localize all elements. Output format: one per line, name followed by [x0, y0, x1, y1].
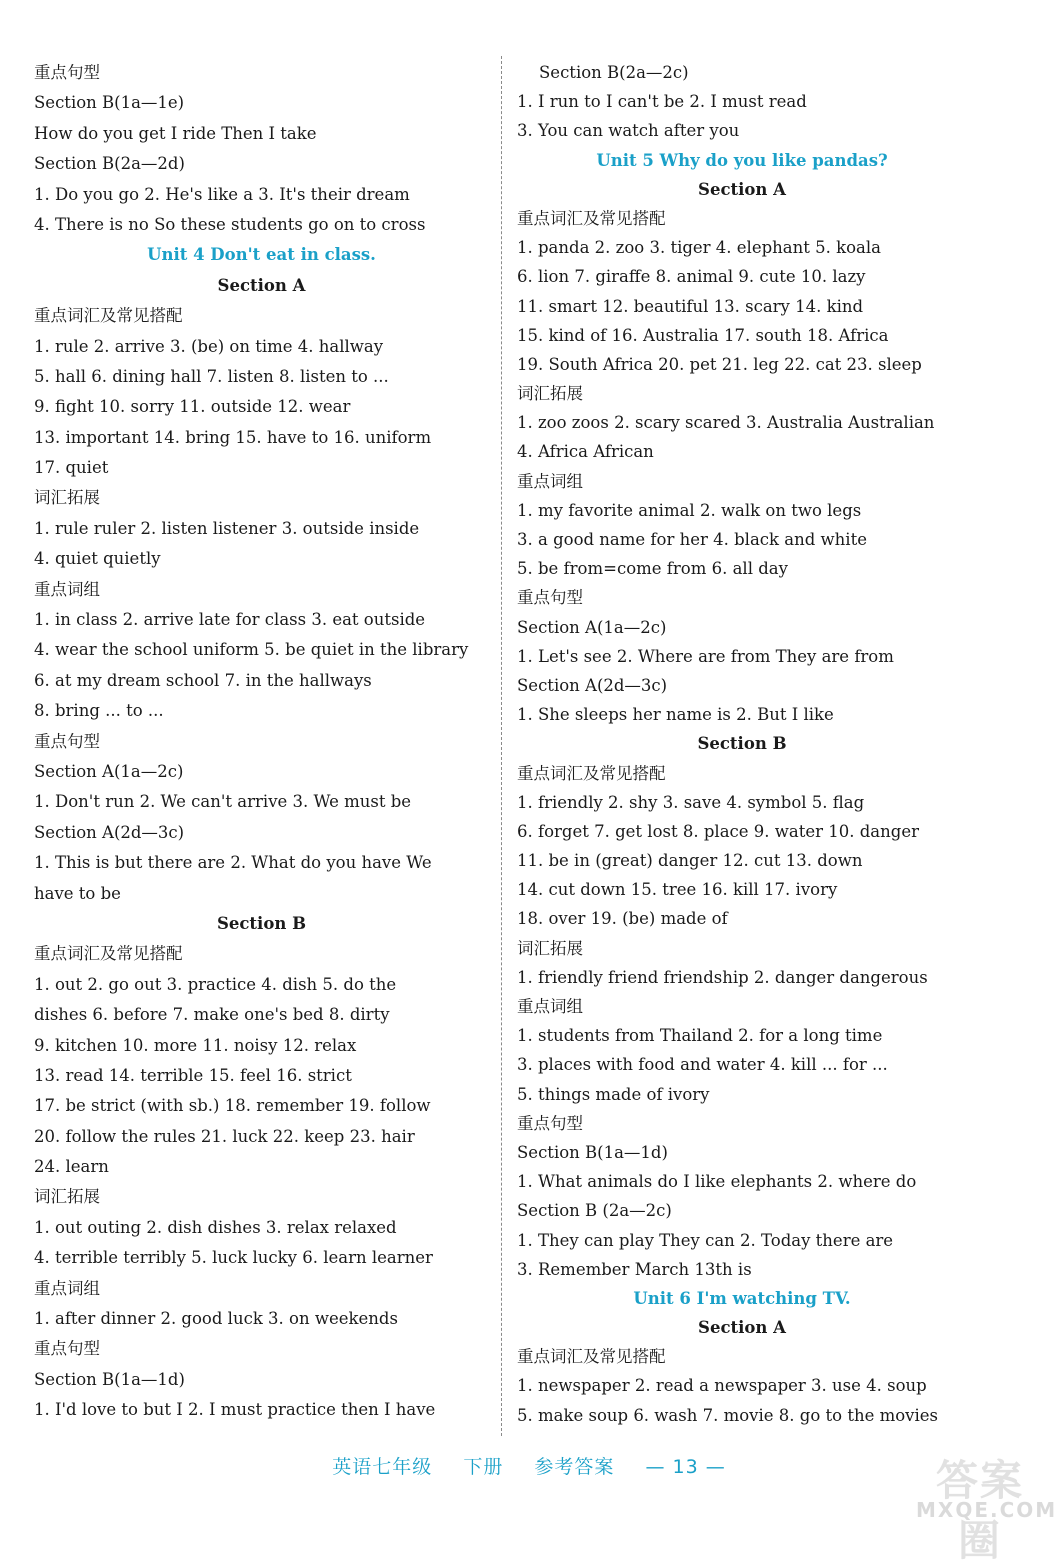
- answer-line: 1. Don't run 2. We can't arrive 3. We must be: [34, 792, 412, 812]
- watermark-logo: [916, 1448, 1058, 1565]
- answer-line: 14. cut down 15. tree 16. kill 17. ivory: [517, 880, 838, 900]
- section-heading: 重点词组: [517, 471, 583, 491]
- answer-line: 6. at my dream school 7. in the hallways: [34, 670, 372, 690]
- answer-line: 1. I'd love to but I 2. I must practice then I have: [34, 1400, 436, 1420]
- answer-line: 1. my favorite animal 2. walk on two legs: [517, 500, 862, 520]
- answer-line: 1. zoo zoos 2. scary scared 3. Australia Australian: [517, 413, 935, 433]
- answer-line: 1. This is but there are 2. What do you have We: [34, 853, 432, 873]
- section-heading: 重点句型: [517, 1113, 583, 1133]
- answer-line: 1. Let's see 2. Where are from They are from: [517, 646, 894, 666]
- left-column: [34, 58, 489, 1426]
- answer-line: 1. panda 2. zoo 3. tiger 4. elephant 5. koala: [517, 238, 881, 258]
- answer-line: 5. things made of ivory: [517, 1084, 710, 1104]
- answer-line: 15. kind of 16. Australia 17. south 18. Africa: [517, 325, 889, 345]
- answer-line: 9. fight 10. sorry 11. outside 12. wear: [34, 397, 351, 417]
- answer-line: 17. quiet: [34, 458, 109, 478]
- answer-line: 6. forget 7. get lost 8. place 9. water 10. danger: [517, 821, 919, 841]
- answer-line: 11. smart 12. beautiful 13. scary 14. kind: [517, 296, 864, 316]
- page-footer: [0, 1452, 1058, 1479]
- answer-line: 20. follow the rules 21. luck 22. keep 23. hair: [34, 1126, 415, 1146]
- answer-line: 4. wear the school uniform 5. be quiet in the library: [34, 640, 469, 660]
- answer-line: Section B(2a—2c): [539, 63, 689, 82]
- answer-line: 1. students from Thailand 2. for a long time: [517, 1026, 883, 1046]
- answer-line: 4. Africa African: [517, 442, 654, 462]
- section-title: Section A: [698, 179, 786, 199]
- answer-line: 13. read 14. terrible 15. feel 16. strict: [34, 1065, 352, 1085]
- answer-line: 9. kitchen 10. more 11. noisy 12. relax: [34, 1035, 357, 1055]
- answer-line: 3. You can watch after you: [517, 121, 740, 141]
- watermark-url: MXQE.COM: [916, 1498, 1058, 1522]
- answer-line: 17. be strict (with sb.) 18. remember 19. follow: [34, 1096, 431, 1116]
- answer-line: 1. out outing 2. dish dishes 3. relax relaxed: [34, 1217, 397, 1237]
- answer-line: 3. places with food and water 4. kill ... for ...: [517, 1055, 888, 1075]
- section-heading: 重点词汇及常见搭配: [34, 306, 183, 326]
- section-heading: 词汇拓展: [517, 938, 583, 958]
- section-title: Section B: [216, 913, 307, 933]
- section-heading: 重点句型: [517, 588, 583, 608]
- answer-line: 1. I run to I can't be 2. I must read: [517, 92, 807, 112]
- answer-line: have to be: [34, 883, 121, 903]
- answer-line: Section A(1a—2c): [34, 761, 184, 781]
- footer-volume: 下册: [463, 1456, 504, 1478]
- page-number: — 13 —: [645, 1456, 726, 1478]
- answer-line: 8. bring ... to ...: [34, 701, 164, 721]
- section-heading: 重点词汇及常见搭配: [517, 1347, 666, 1367]
- answer-line: Section B(1a—1e): [34, 93, 185, 113]
- answer-line: 1. rule ruler 2. listen listener 3. outside inside: [34, 518, 420, 538]
- answer-line: 1. She sleeps her name is 2. But I like: [517, 705, 834, 725]
- section-title: Section A: [698, 1318, 786, 1338]
- answer-line: 1. They can play They can 2. Today there are: [517, 1230, 894, 1250]
- answer-line: 5. be from=come from 6. all day: [517, 559, 788, 579]
- answer-line: 19. South Africa 20. pet 21. leg 22. cat 23. sleep: [517, 354, 922, 374]
- right-column: [517, 58, 967, 1430]
- column-divider: [501, 56, 502, 1436]
- section-heading: 词汇拓展: [34, 488, 100, 508]
- answer-line: 11. be in (great) danger 12. cut 13. down: [517, 851, 863, 871]
- answer-line: dishes 6. before 7. make one's bed 8. dirty: [34, 1005, 390, 1025]
- answer-line: 18. over 19. (be) made of: [517, 909, 728, 929]
- answer-line: Section B (2a—2c): [517, 1201, 672, 1221]
- footer-subject: 英语七年级: [332, 1456, 433, 1478]
- answer-line: 4. terrible terribly 5. luck lucky 6. learn learner: [34, 1248, 433, 1268]
- answer-line: Section A(2d—3c): [517, 675, 668, 695]
- unit-title: Unit 4 Don't eat in class.: [147, 245, 376, 265]
- section-heading: 词汇拓展: [517, 384, 583, 404]
- answer-line: 1. friendly friend friendship 2. danger dangerous: [517, 967, 928, 987]
- answer-line: 1. What animals do I like elephants 2. where do: [517, 1172, 917, 1192]
- answer-line: 1. out 2. go out 3. practice 4. dish 5. do the: [34, 974, 397, 994]
- unit-title: Unit 6 I'm watching TV.: [633, 1288, 851, 1308]
- answer-line: Section B(2a—2d): [34, 154, 185, 174]
- answer-line: 5. make soup 6. wash 7. movie 8. go to the movies: [517, 1405, 938, 1425]
- answer-line: 1. rule 2. arrive 3. (be) on time 4. hallway: [34, 336, 384, 356]
- unit-title: Unit 5 Why do you like pandas?: [596, 150, 888, 170]
- answer-line: 5. hall 6. dining hall 7. listen 8. listen to ...: [34, 366, 389, 386]
- section-heading: 重点句型: [34, 63, 100, 82]
- answer-line: Section A(2d—3c): [34, 822, 185, 842]
- section-heading: 重点词汇及常见搭配: [517, 763, 666, 783]
- answer-line: 1. in class 2. arrive late for class 3. eat outside: [34, 610, 426, 630]
- answer-line: 1. friendly 2. shy 3. save 4. symbol 5. flag: [517, 792, 865, 812]
- section-heading: 重点词组: [34, 1278, 100, 1298]
- section-heading: 重点词组: [517, 997, 583, 1016]
- answer-line: 4. quiet quietly: [34, 549, 161, 569]
- answer-line: 1. Do you go 2. He's like a 3. It's their dream: [34, 184, 410, 204]
- section-heading: 词汇拓展: [34, 1187, 100, 1207]
- answer-line: 13. important 14. bring 15. have to 16. uniform: [34, 427, 432, 447]
- answer-line: How do you get I ride Then I take: [34, 123, 317, 143]
- answer-line: Section A(1a—2c): [517, 617, 667, 637]
- answer-line: 3. Remember March 13th is: [517, 1259, 752, 1279]
- answer-line: 4. There is no So these students go on to cross: [34, 214, 426, 234]
- answer-line: Section B(1a—1d): [517, 1142, 668, 1162]
- section-heading: 重点词汇及常见搭配: [517, 208, 666, 228]
- footer-label: 参考答案: [534, 1456, 615, 1478]
- answer-line: 1. newspaper 2. read a newspaper 3. use 4. soup: [517, 1376, 927, 1396]
- answer-line: Section B(1a—1d): [34, 1369, 185, 1389]
- section-title: Section A: [217, 275, 306, 295]
- section-heading: 重点词组: [34, 579, 100, 599]
- section-heading: 重点句型: [34, 731, 100, 751]
- answer-line: 3. a good name for her 4. black and white: [517, 530, 867, 549]
- section-title: Section B: [697, 734, 787, 754]
- watermark-title: 答案圈: [935, 1456, 1024, 1565]
- answer-line: 1. after dinner 2. good luck 3. on weekends: [34, 1309, 398, 1329]
- answer-line: 24. learn: [34, 1157, 109, 1177]
- section-heading: 重点词汇及常见搭配: [34, 944, 183, 964]
- section-heading: 重点句型: [34, 1339, 100, 1359]
- answer-line: 6. lion 7. giraffe 8. animal 9. cute 10. lazy: [517, 267, 866, 287]
